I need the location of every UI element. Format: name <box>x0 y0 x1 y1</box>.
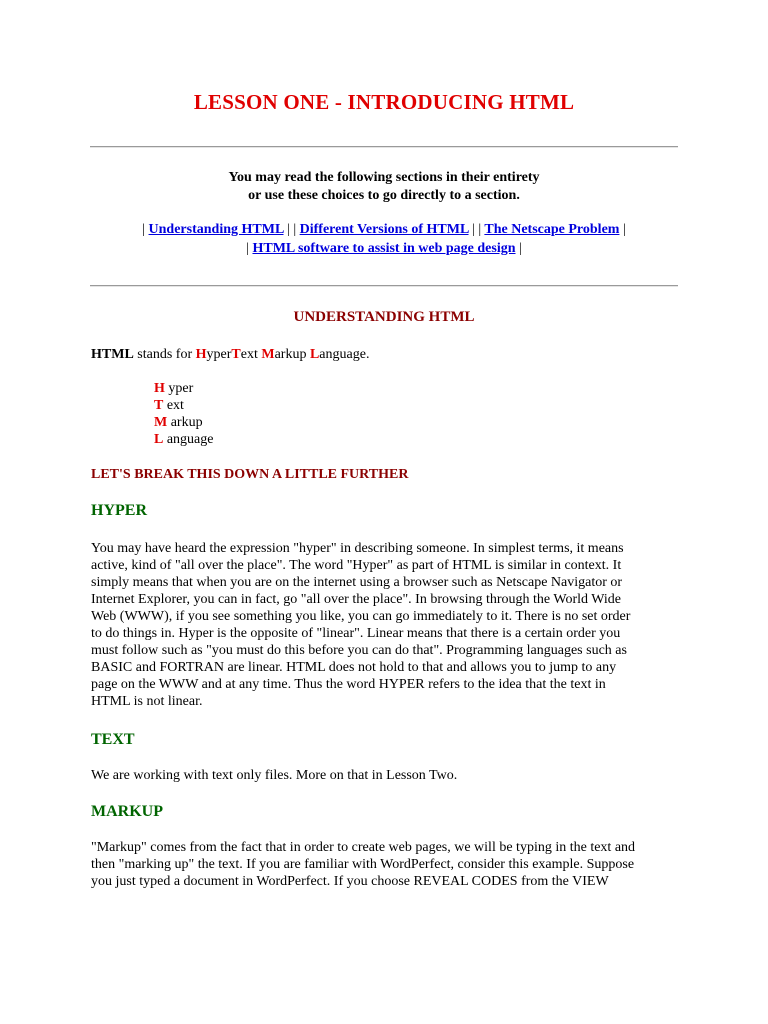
markup-paragraph: "Markup" comes from the fact that in order to create web pages, we will be typing in the text and then "marking up" the text. If you are familiar with WordPerfect, consider this example. Suppose you just typed a document in WordPerfect. If you choose REVEAL CODES from the VIEW <box>91 840 636 889</box>
section-nav <box>0 220 768 258</box>
nav-separator: | <box>519 241 522 256</box>
nav-link-html-software[interactable]: HTML software to assist in web page design <box>252 241 516 256</box>
hyper-heading: HYPER <box>91 502 147 519</box>
nav-line-2 <box>0 239 768 258</box>
acronym-row: H yper <box>154 381 194 396</box>
nav-link-netscape-problem[interactable]: The Netscape Problem <box>484 222 620 237</box>
nav-link-different-versions[interactable]: Different Versions of HTML <box>299 222 469 237</box>
acronym-row: L anguage <box>154 432 214 447</box>
intro-line-2: or use these choices to go directly to a section. <box>248 188 520 203</box>
horizontal-rule <box>90 285 678 287</box>
text-paragraph: We are working with text only files. More on that in Lesson Two. <box>91 768 458 783</box>
page-title: LESSON ONE - INTRODUCING HTML <box>193 90 575 114</box>
nav-separator: | | <box>287 222 297 237</box>
horizontal-rule <box>90 146 678 148</box>
nav-separator: | <box>622 222 626 237</box>
markup-heading: MARKUP <box>91 803 163 820</box>
nav-separator: | | <box>472 222 482 237</box>
nav-separator: | <box>142 222 146 237</box>
hyper-paragraph: You may have heard the expression "hyper" in describing someone. In simplest terms, it means active, kind of "all over the place". The word "Hyper" as part of HTML is similar in context. It simply means that when you are on the internet using a browser such as Netscape Navigator or Internet Explorer, you can in fact, go "all over the place". In browsing through the World Wide Web (WWW), if you see something you like, you can go immediately to it. There is no set order to do things in. Hyper is the opposite of "linear". Linear means that there is a certain order you must follow such as "you must do this before you can do that". Programming languages such as BASIC and FORTRAN are linear. HTML does not hold to that and allows you to jump to any page on the WWW and at any time. Thus the word HYPER refers to the idea that the text in HTML is not linear. <box>91 541 631 709</box>
acronym-row: M arkup <box>154 415 203 430</box>
acronym-row: T ext <box>154 398 184 413</box>
stands-for-line: HTML stands for HyperText Markup Language. <box>91 347 370 362</box>
nav-separator: | <box>246 241 249 256</box>
intro-text <box>0 169 768 205</box>
nav-line-1 <box>0 220 768 239</box>
nav-link-understanding-html[interactable]: Understanding HTML <box>148 222 284 237</box>
breakdown-heading: LET'S BREAK THIS DOWN A LITTLE FURTHER <box>91 467 409 482</box>
intro-line-1: You may read the following sections in their entirety <box>228 170 540 185</box>
section-title: UNDERSTANDING HTML <box>293 309 475 325</box>
text-heading: TEXT <box>91 731 135 748</box>
html-term: HTML <box>91 347 134 362</box>
acronym-list <box>154 380 214 448</box>
